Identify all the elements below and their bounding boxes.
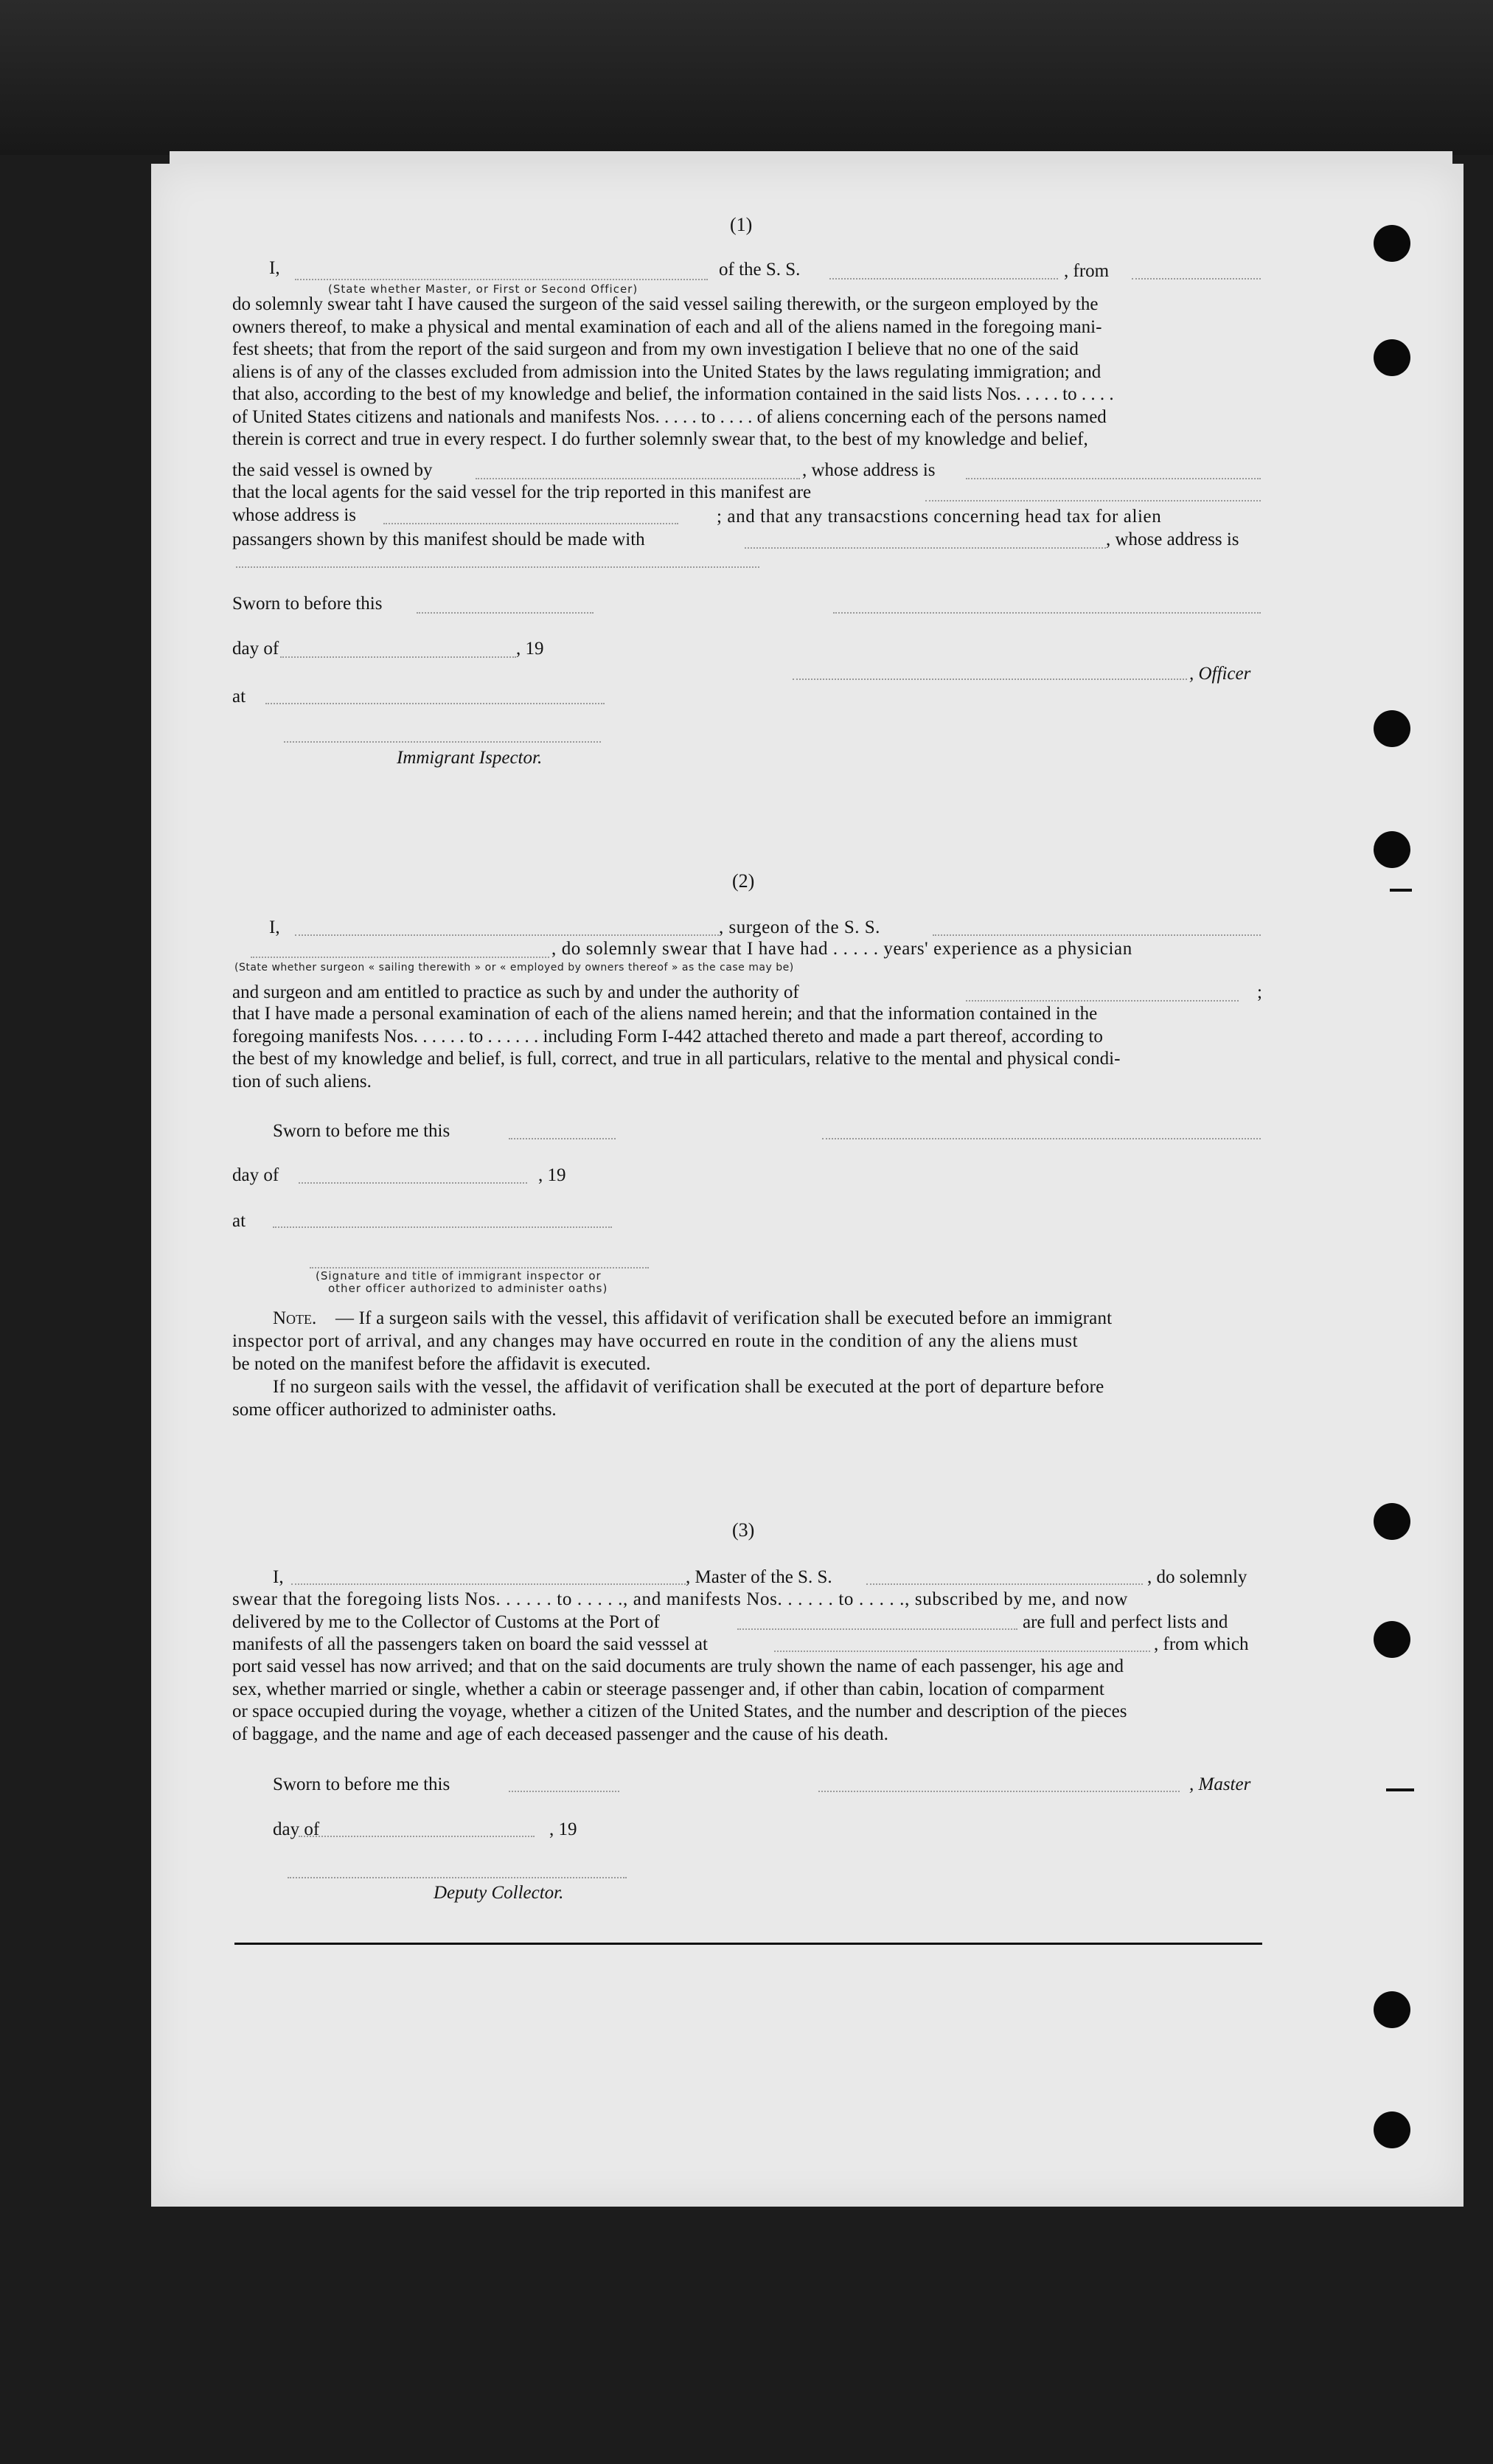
blank-master-name	[291, 1583, 686, 1585]
sworn-label-1: Sworn to before this	[232, 594, 383, 614]
section-1-body	[232, 294, 1262, 451]
section-3-line: delivered by me to the Collector of Customs at the Port of	[232, 1612, 660, 1632]
blank-surgeon-signature	[822, 1138, 1261, 1139]
punch-hole	[1374, 831, 1410, 868]
sworn-label-3: Sworn to before me this	[273, 1774, 450, 1794]
section-1-line: of United States citizens and nationals and manifests Nos. . . . . to . . . . of aliens concerning each of the persons named	[232, 406, 1107, 427]
immigrant-inspector-label: Immigrant Ispector.	[397, 748, 543, 768]
section-1-line: owners thereof, to make a physical and mental examination of each and all of the aliens named in the foregoing mani-	[232, 316, 1102, 337]
section-1-line: fest sheets; that from the report of the said surgeon and from my own investigation I believe that no one of the said	[232, 339, 1079, 359]
blank-embark-port	[774, 1651, 1150, 1652]
blank-passengers-address	[236, 566, 759, 568]
experience-text: , do solemnly swear that I have had . . . . . years' experience as a physician	[551, 939, 1132, 959]
day-of-label-3: day of	[273, 1819, 320, 1839]
passengers-address-label: , whose address is	[1106, 530, 1239, 549]
at-label-2: at	[232, 1211, 246, 1231]
section-2-line: that I have made a personal examination of each of the aliens named herein; and that the information contained in the	[232, 1004, 1098, 1024]
punch-hole	[1374, 1503, 1410, 1540]
year-label-1: , 19	[516, 639, 544, 659]
section-3-line: sex, whether married or single, whether a cabin or steerage passenger and, if other than cabin, location of comparment	[232, 1679, 1104, 1699]
surgeon-label: , surgeon of the S. S.	[719, 917, 880, 937]
day-of-label-1: day of	[232, 639, 279, 659]
section-1-i: I,	[269, 258, 280, 278]
at-label-1: at	[232, 687, 246, 707]
section-1-officer-note: (State whether Master, or First or Second Officer)	[328, 282, 638, 296]
blank-sworn-day-2	[509, 1138, 616, 1139]
section-1-ship-label: of the S. S.	[719, 260, 801, 280]
day-of-label-2: day of	[232, 1165, 279, 1185]
blank-owner	[476, 478, 800, 479]
port-end: are full and perfect lists and	[1023, 1612, 1228, 1632]
section-1-from-label: , from	[1064, 261, 1110, 281]
agents-address-label: whose address is	[232, 505, 357, 525]
bottom-rule	[234, 1943, 1262, 1945]
blank-day-2	[299, 1182, 527, 1184]
owned-by-label: the said vessel is owned by	[232, 460, 433, 480]
blank-agents	[925, 500, 1261, 502]
blank-passengers-contact	[745, 547, 1106, 549]
note-line-2: inspector port of arrival, and any changes may have occurred en route in the condition of any the aliens must	[232, 1331, 1079, 1351]
vessel-end: , from which	[1154, 1634, 1249, 1654]
blank-port	[737, 1628, 1017, 1630]
blank-surgeon-ship	[933, 934, 1261, 936]
year-label-2: , 19	[538, 1165, 566, 1185]
blank-authority	[966, 1000, 1239, 1002]
section-1-number: (1)	[730, 214, 753, 235]
blank-at-1	[265, 703, 605, 704]
punch-hole	[1374, 2111, 1410, 2148]
note-line-1: — If a surgeon sails with the vessel, this affidavit of verification shall be executed before an immigrant	[335, 1308, 1113, 1328]
owner-address-label: , whose address is	[802, 460, 936, 480]
section-1-line: therein is correct and true in every respect. I do further solemnly swear that, to the best of my knowledge and belief,	[232, 429, 1088, 449]
punch-hole	[1374, 1991, 1410, 2028]
signature-note-line-2: other officer authorized to administer oaths)	[328, 1282, 608, 1295]
blank-inspector-signature-2	[310, 1267, 649, 1269]
section-3-number: (3)	[732, 1519, 755, 1541]
section-3-line: of baggage, and the name and age of each deceased passenger and the cause of his death.	[232, 1724, 888, 1744]
margin-mark	[1390, 889, 1412, 892]
authority-text: and surgeon and am entitled to practice as such by and under the authority of	[232, 982, 799, 1002]
note-line-3: be noted on the manifest before the affidavit is executed.	[232, 1354, 651, 1374]
section-3-line: or space occupied during the voyage, whether a citizen of the United States, and the number and description of the pieces	[232, 1701, 1127, 1721]
blank-from-port	[1132, 278, 1261, 280]
note-line-5: some officer authorized to administer oaths.	[232, 1400, 557, 1420]
deputy-collector-label: Deputy Collector.	[434, 1883, 564, 1903]
solemnly-label: , do solemnly	[1147, 1567, 1247, 1587]
blank-master-ship	[866, 1583, 1143, 1585]
section-3-body	[232, 1656, 1262, 1746]
blank-day-3	[299, 1836, 535, 1837]
section-1-line: aliens is of any of the classes excluded from admission into the United States by the laws regulating immigration; and	[232, 361, 1102, 382]
blank-inspector-signature	[284, 741, 601, 743]
section-2-line: tion of such aliens.	[232, 1071, 372, 1092]
blank-master-signature	[818, 1791, 1180, 1792]
section-2-number: (2)	[732, 870, 755, 892]
master-label: , Master	[1189, 1774, 1251, 1794]
section-2-i: I,	[269, 917, 280, 937]
section-3-line: swear that the foregoing lists Nos. . . . . . to . . . . ., and manifests Nos. . . . . . to . . . . ., subscribed by me, and now	[232, 1589, 1128, 1609]
surgeon-status-note: (State whether surgeon « sailing therewith » or « employed by owners thereof » as the case may be)	[234, 962, 794, 974]
section-1-line: that also, according to the best of my knowledge and belief, the information contained in the said lists Nos. . . . . to . . . .	[232, 384, 1114, 404]
blank-surgeon-name	[295, 934, 719, 936]
blank-officer-signature-line	[833, 612, 1261, 614]
film-border-top	[0, 0, 1493, 155]
section-3-i: I,	[273, 1567, 284, 1587]
agents-label: that the local agents for the said vessel for the trip reported in this manifest are	[232, 482, 812, 502]
section-3-line: manifests of all the passengers taken on board the said vesssel at	[232, 1634, 708, 1654]
blank-sworn-day-3	[509, 1791, 619, 1792]
signature-note-line-1: (Signature and title of immigrant inspector or	[316, 1269, 602, 1283]
section-1-line: do solemnly swear taht I have caused the surgeon of the said vessel sailing therewith, or the surgeon employed by the	[232, 294, 1099, 314]
blank-sworn-day-1	[417, 612, 594, 614]
blank-owner-address	[966, 478, 1261, 479]
sworn-label-2: Sworn to before me this	[273, 1121, 450, 1141]
punch-hole	[1374, 710, 1410, 747]
margin-mark	[1386, 1788, 1414, 1791]
master-of-label: , Master of the S. S.	[686, 1567, 832, 1587]
blank-at-2	[273, 1226, 612, 1228]
officer-label: , Officer	[1189, 664, 1251, 684]
blank-agents-address	[383, 523, 678, 524]
section-2-body	[232, 1003, 1262, 1093]
punch-hole	[1374, 1621, 1410, 1658]
note-line-4: If no surgeon sails with the vessel, the affidavit of verification shall be executed at the port of departure before	[273, 1377, 1104, 1397]
blank-ship-name	[829, 278, 1058, 280]
authority-end: ;	[1257, 982, 1262, 1002]
section-2-line: foregoing manifests Nos. . . . . . to . . . . . . including Form I-442 attached thereto and made a part thereof, according to	[232, 1026, 1103, 1047]
blank-day-1	[280, 656, 516, 658]
section-3-line: port said vessel has now arrived; and that on the said documents are truly shown the name of each passenger, his age and	[232, 1656, 1124, 1676]
head-tax-text: ; and that any transacstions concerning head tax for alien	[717, 507, 1162, 527]
punch-hole	[1374, 225, 1410, 262]
punch-hole	[1374, 339, 1410, 376]
blank-deputy-signature	[288, 1877, 627, 1878]
blank-officer-signature	[793, 679, 1187, 680]
section-2-line: the best of my knowledge and belief, is full, correct, and true in all particulars, relative to the mental and physical condi-	[232, 1049, 1121, 1069]
note-label: Note.	[273, 1308, 317, 1328]
year-label-3: , 19	[549, 1819, 577, 1839]
passengers-label: passangers shown by this manifest should be made with	[232, 530, 645, 549]
